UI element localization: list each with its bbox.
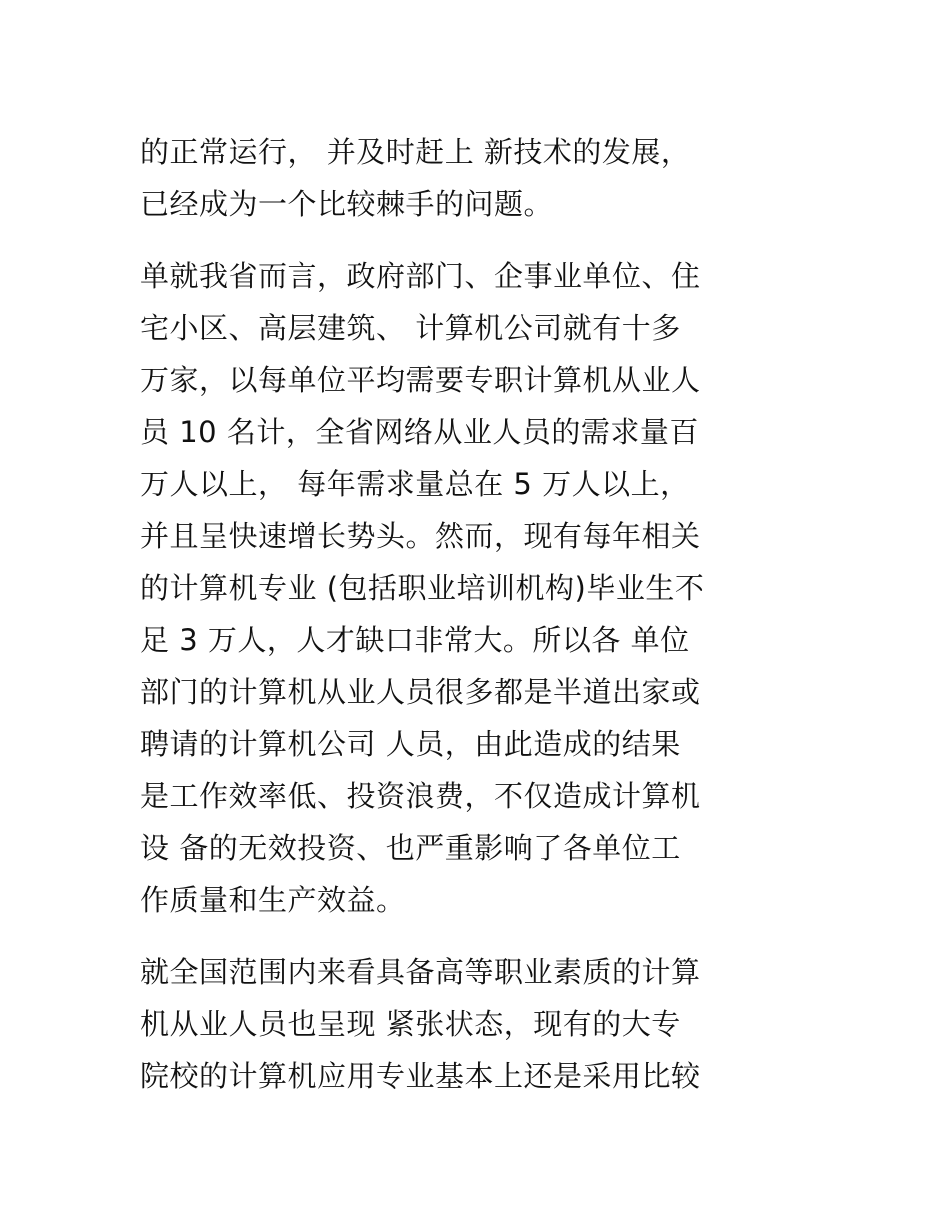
text-line: 作质量和生产效益。 <box>140 883 406 917</box>
text-line: 并且呈快速增长势头。然而，现有每年相关 <box>140 519 701 553</box>
paragraph-2 <box>140 250 820 926</box>
document-page <box>140 126 820 1122</box>
text-line: 万人以上， 每年需求量总在 5 万人以上， <box>140 467 690 501</box>
text-line: 设 备的无效投资、也严重影响了各单位工 <box>140 831 681 865</box>
text-line: 部门的计算机从业人员很多都是半道出家或 <box>140 675 701 709</box>
text-line: 万家，以每单位平均需要专职计算机从业人 <box>140 363 701 397</box>
paragraph-3 <box>140 946 820 1102</box>
text-line: 的计算机专业 (包括职业培训机构)毕业生不 <box>140 571 705 605</box>
text-line: 聘请的计算机公司 人员，由此造成的结果 <box>140 727 681 761</box>
text-line: 的正常运行， 并及时赶上 新技术的发展， <box>140 135 691 169</box>
text-line: 足 3 万人，人才缺口非常大。所以各 单位 <box>140 623 690 657</box>
text-line: 是工作效率低、投资浪费，不仅造成计算机 <box>140 779 701 813</box>
text-line: 宅小区、高层建筑、 计算机公司就有十多 <box>140 311 681 345</box>
text-line: 员 10 名计，全省网络从业人员的需求量百 <box>140 415 699 449</box>
text-line: 已经成为一个比较棘手的问题。 <box>140 187 554 221</box>
paragraph-1 <box>140 126 820 230</box>
text-line: 院校的计算机应用专业基本上还是采用比较 <box>140 1059 701 1093</box>
text-line: 单就我省而言，政府部门、企事业单位、住 <box>140 259 701 293</box>
text-line: 机从业人员也呈现 紧张状态，现有的大专 <box>140 1007 681 1041</box>
text-line: 就全国范围内来看具备高等职业素质的计算 <box>140 955 701 989</box>
